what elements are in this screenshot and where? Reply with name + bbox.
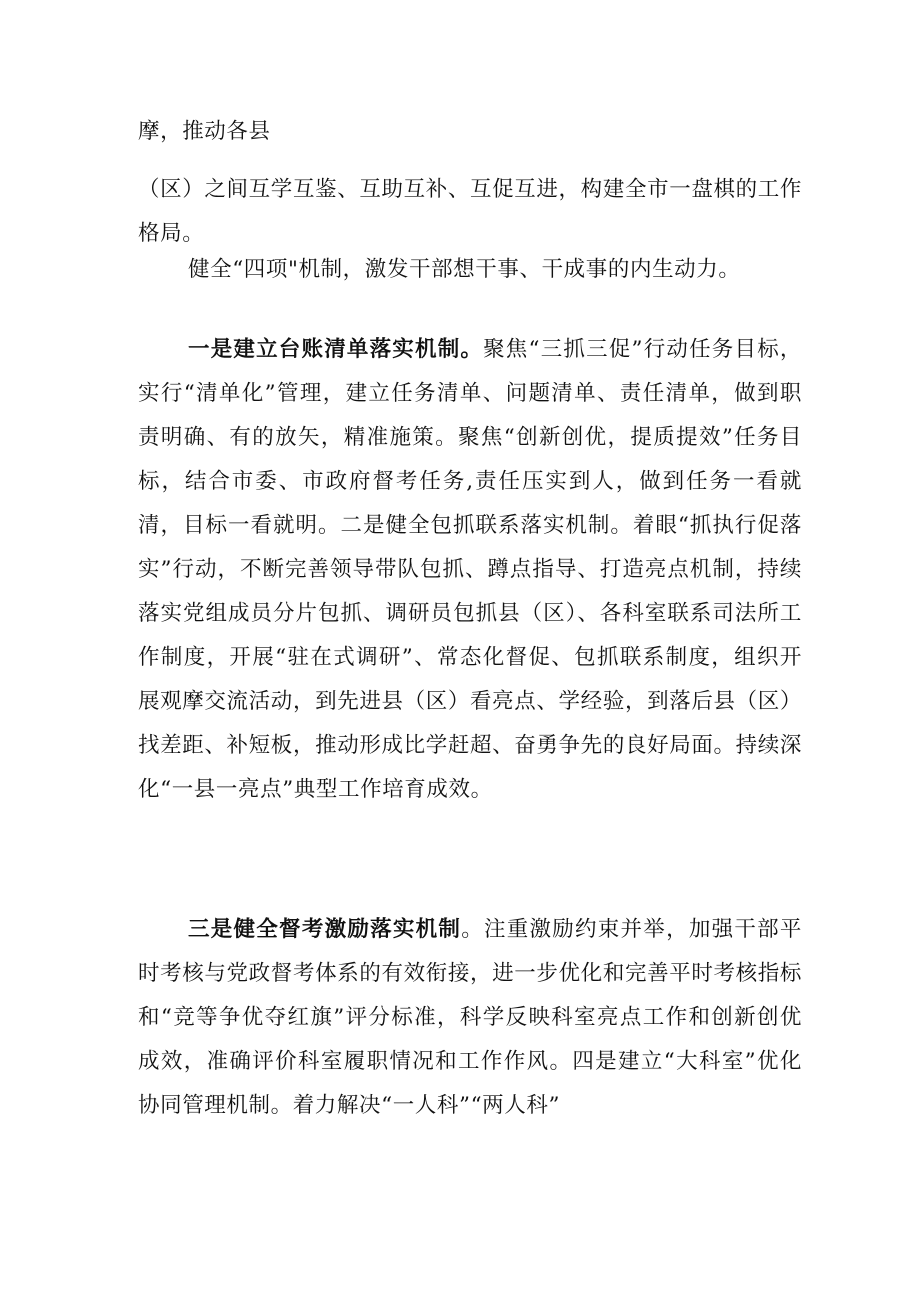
- paragraph-2: 健全“四项"机制，激发干部想干事、干成事的内生动力。: [188, 257, 741, 282]
- paragraph-1: （区）之间互学互鉴、互助互补、互促互进，构建全市一盘棋的工作格局。: [138, 177, 802, 246]
- paragraph-3-heading: 一是建立台账清单落实机制。: [188, 337, 484, 362]
- paragraph-4-heading: 三是健全督考激励落实机制: [188, 917, 462, 942]
- paragraph-3: [138, 328, 802, 812]
- paragraph-3-body: 聚焦“三抓三促”行动任务目标，实行“清单化”管理，建立任务清单、问题清单、责任清单，做到职责明确、有的放矢，精准施策。聚焦“创新创优，提质提效”任务目标，结合市委、市政府督考任务,责任压实到人，做到任务一看就清，目标一看就明。二是健全包抓联系落实机制。着眼“抓执行促落实”行动，不断完善领导带队包抓、蹲点指导、打造亮点机制，持续落实党组成员分片包抓、调研员包抓县（区）、各科室联系司法所工作制度，开展“驻在式调研”、常态化督促、包抓联系制度，组织开展观摩交流活动，到先进县（区）看亮点、学经验，到落后县（区）找差距、补短板，推动形成比学赶超、奋勇争先的良好局面。持续深化“一县一亮点”典型工作培育成效。: [138, 337, 802, 802]
- paragraph-4-body: 。注重激励约束并举，加强干部平时考核与党政督考体系的有效衔接，进一步优化和完善平时考核指标和“竞等争优夺红旗”评分标准，科学反映科室亮点工作和创新创优成效，准确评价科室履职情况和工作作风。四是建立“大科室”优化协同管理机制。着力解决“一人科”“两人科”: [138, 917, 802, 1118]
- paragraph-4: [138, 908, 802, 1128]
- paragraph-line-1: 摩，推动各县: [138, 119, 271, 144]
